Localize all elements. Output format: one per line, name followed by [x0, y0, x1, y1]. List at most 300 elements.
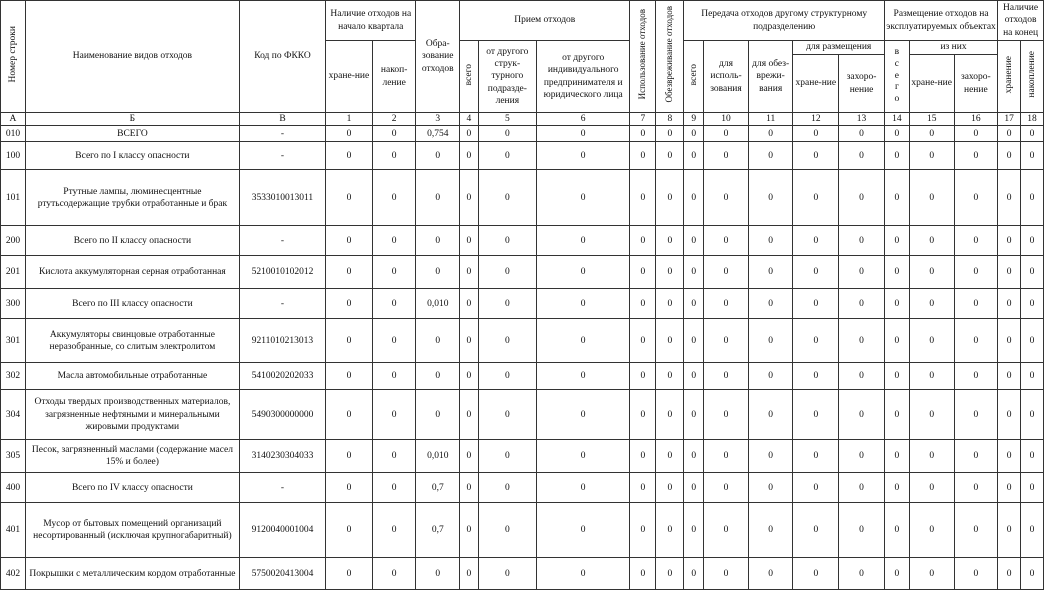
value-cell: 0: [460, 558, 479, 590]
header-formation: Обра-зование отходов: [416, 1, 460, 113]
value-cell: 0: [460, 440, 479, 473]
waste-name-cell: Кислота аккумуляторная серная отработанная: [25, 256, 239, 289]
value-cell: 0: [656, 558, 684, 590]
value-cell: 0: [1021, 440, 1044, 473]
value-cell: 0: [748, 503, 793, 558]
value-cell: 0: [536, 363, 630, 390]
value-cell: 0: [372, 390, 416, 440]
column-index-cell: 2: [372, 113, 416, 126]
value-cell: 0: [704, 142, 749, 170]
value-cell: 0: [909, 126, 954, 142]
value-cell: 0: [793, 363, 839, 390]
value-cell: 0: [478, 170, 536, 226]
value-cell: 0: [372, 473, 416, 503]
table-row: [1, 319, 1044, 363]
value-cell: 0: [684, 142, 704, 170]
header-neutralization: [656, 1, 684, 113]
header-row-number-label: Номер строки: [7, 26, 18, 83]
value-cell: 0: [460, 390, 479, 440]
value-cell: 0: [998, 319, 1021, 363]
row-number-cell: 200: [1, 226, 26, 256]
waste-name-cell: ВСЕГО: [25, 126, 239, 142]
value-cell: 0: [954, 558, 998, 590]
value-cell: 0: [684, 226, 704, 256]
fkko-code-cell: 5410020202033: [239, 363, 325, 390]
value-cell: 0: [748, 289, 793, 319]
header-transfer-neutralization: для обез-врежи-вания: [748, 41, 793, 113]
value-cell: 0: [909, 226, 954, 256]
value-cell: 0: [839, 440, 885, 473]
waste-name-cell: Песок, загрязненный маслами (содержание масел 15% и более): [25, 440, 239, 473]
header-transfer-placement: для размещения: [793, 41, 884, 55]
value-cell: 0: [536, 142, 630, 170]
value-cell: 0: [460, 473, 479, 503]
value-cell: 0: [326, 319, 373, 363]
value-cell: 0: [954, 440, 998, 473]
value-cell: 0: [909, 142, 954, 170]
value-cell: 0: [748, 126, 793, 142]
value-cell: 0: [793, 319, 839, 363]
value-cell: 0: [656, 126, 684, 142]
header-transfer-total-label: всего: [688, 63, 699, 86]
value-cell: 0: [998, 170, 1021, 226]
value-cell: 0: [884, 226, 909, 256]
value-cell: 0: [909, 170, 954, 226]
value-cell: 0: [656, 440, 684, 473]
value-cell: 0: [839, 170, 885, 226]
row-number-cell: 400: [1, 473, 26, 503]
value-cell: 0: [478, 390, 536, 440]
value-cell: 0: [1021, 363, 1044, 390]
value-cell: 0: [998, 390, 1021, 440]
column-index-cell: 11: [748, 113, 793, 126]
value-cell: 0: [372, 226, 416, 256]
value-cell: 0: [1021, 126, 1044, 142]
value-cell: 0: [954, 473, 998, 503]
value-cell: 0: [478, 142, 536, 170]
value-cell: 0: [630, 256, 656, 289]
value-cell: 0: [372, 142, 416, 170]
value-cell: 0: [1021, 503, 1044, 558]
value-cell: 0,7: [416, 503, 460, 558]
waste-name-cell: Всего по I классу опасности: [25, 142, 239, 170]
value-cell: 0: [416, 142, 460, 170]
value-cell: 0: [884, 289, 909, 319]
value-cell: 0: [536, 473, 630, 503]
value-cell: 0: [909, 503, 954, 558]
row-number-cell: 301: [1, 319, 26, 363]
column-index-cell: 17: [998, 113, 1021, 126]
value-cell: 0: [630, 170, 656, 226]
column-index-cell: 18: [1021, 113, 1044, 126]
header-end-storage-label: хранение: [1003, 55, 1014, 94]
header-start-storage: хране-ние: [326, 41, 373, 113]
value-cell: 0: [478, 503, 536, 558]
value-cell: 0: [1021, 170, 1044, 226]
value-cell: 0: [748, 390, 793, 440]
waste-name-cell: Всего по II классу опасности: [25, 226, 239, 256]
waste-name-cell: Покрышки с металлическим кордом отработанные: [25, 558, 239, 590]
value-cell: 0: [478, 363, 536, 390]
waste-name-cell: Отходы твердых производственных материалов, загрязненные нефтяными и минеральными жировыми продуктами: [25, 390, 239, 440]
fkko-code-cell: -: [239, 289, 325, 319]
value-cell: 0: [884, 473, 909, 503]
value-cell: 0,010: [416, 440, 460, 473]
value-cell: 0: [909, 390, 954, 440]
value-cell: 0: [793, 142, 839, 170]
header-reception-structural: от другого струк-турного подразде-ления: [478, 41, 536, 113]
value-cell: 0: [954, 390, 998, 440]
value-cell: 0: [839, 473, 885, 503]
value-cell: 0: [684, 558, 704, 590]
column-index-cell: А: [1, 113, 26, 126]
value-cell: 0: [793, 256, 839, 289]
value-cell: 0: [839, 142, 885, 170]
value-cell: 0: [839, 289, 885, 319]
table-row: [1, 126, 1044, 142]
value-cell: 0: [630, 503, 656, 558]
value-cell: 0: [656, 142, 684, 170]
value-cell: 0: [839, 126, 885, 142]
value-cell: 0: [460, 226, 479, 256]
row-number-cell: 201: [1, 256, 26, 289]
value-cell: 0: [372, 440, 416, 473]
fkko-code-cell: 5210010102012: [239, 256, 325, 289]
value-cell: 0: [748, 256, 793, 289]
value-cell: 0: [1021, 289, 1044, 319]
value-cell: 0: [998, 256, 1021, 289]
table-row: [1, 390, 1044, 440]
value-cell: 0: [1021, 256, 1044, 289]
column-index-cell: 1: [326, 113, 373, 126]
column-index-cell: 6: [536, 113, 630, 126]
value-cell: 0: [909, 558, 954, 590]
value-cell: 0: [656, 256, 684, 289]
column-index-cell: 13: [839, 113, 885, 126]
value-cell: 0: [684, 126, 704, 142]
value-cell: 0: [536, 256, 630, 289]
value-cell: 0: [478, 558, 536, 590]
value-cell: 0: [793, 289, 839, 319]
value-cell: 0: [684, 473, 704, 503]
value-cell: 0: [630, 363, 656, 390]
column-index-cell: 16: [954, 113, 998, 126]
value-cell: 0: [704, 440, 749, 473]
header-reception-entrepreneur: от другого индивидуального предпринимателя и юридического лица: [536, 41, 630, 113]
value-cell: 0,010: [416, 289, 460, 319]
value-cell: 0: [748, 142, 793, 170]
header-transfer-placement-burial: захоро-нение: [839, 55, 885, 113]
value-cell: 0: [630, 142, 656, 170]
column-index-cell: 9: [684, 113, 704, 126]
value-cell: 0: [460, 503, 479, 558]
header-row-number: [1, 1, 26, 113]
value-cell: 0: [839, 558, 885, 590]
value-cell: 0: [478, 319, 536, 363]
value-cell: 0: [372, 558, 416, 590]
value-cell: 0: [372, 170, 416, 226]
value-cell: 0: [998, 226, 1021, 256]
value-cell: 0: [839, 256, 885, 289]
value-cell: 0: [630, 558, 656, 590]
column-index-cell: 7: [630, 113, 656, 126]
header-waste-name: Наименование видов отходов: [25, 1, 239, 113]
waste-name-cell: Всего по IV классу опасности: [25, 473, 239, 503]
value-cell: 0: [704, 126, 749, 142]
value-cell: 0: [372, 126, 416, 142]
value-cell: 0: [884, 142, 909, 170]
column-index-cell: 4: [460, 113, 479, 126]
value-cell: 0: [884, 390, 909, 440]
value-cell: 0: [954, 503, 998, 558]
fkko-code-cell: 5750020413004: [239, 558, 325, 590]
header-placement-storage: хране-ние: [909, 55, 954, 113]
value-cell: 0: [326, 256, 373, 289]
value-cell: 0: [704, 226, 749, 256]
value-cell: 0: [372, 256, 416, 289]
fkko-code-cell: -: [239, 142, 325, 170]
value-cell: 0: [460, 363, 479, 390]
value-cell: 0: [704, 503, 749, 558]
value-cell: 0: [536, 226, 630, 256]
value-cell: 0: [416, 558, 460, 590]
value-cell: 0: [998, 289, 1021, 319]
value-cell: 0: [839, 363, 885, 390]
value-cell: 0: [372, 319, 416, 363]
value-cell: 0: [478, 473, 536, 503]
value-cell: 0: [704, 363, 749, 390]
value-cell: 0: [954, 363, 998, 390]
fkko-code-cell: -: [239, 473, 325, 503]
value-cell: 0: [326, 142, 373, 170]
column-index-cell: 8: [656, 113, 684, 126]
value-cell: 0: [793, 503, 839, 558]
value-cell: 0: [460, 319, 479, 363]
value-cell: 0: [656, 319, 684, 363]
value-cell: 0: [954, 319, 998, 363]
value-cell: 0: [416, 390, 460, 440]
table-row: [1, 440, 1044, 473]
value-cell: 0: [684, 363, 704, 390]
row-number-cell: 101: [1, 170, 26, 226]
waste-name-cell: Ртутные лампы, люминесцентные ртутьсодержащие трубки отработанные и брак: [25, 170, 239, 226]
value-cell: 0: [998, 440, 1021, 473]
value-cell: 0: [1021, 558, 1044, 590]
value-cell: 0: [704, 289, 749, 319]
value-cell: 0: [630, 473, 656, 503]
value-cell: 0: [884, 256, 909, 289]
value-cell: 0: [1021, 473, 1044, 503]
value-cell: 0: [954, 289, 998, 319]
value-cell: 0: [536, 558, 630, 590]
header-end-accumulation: [1021, 41, 1044, 113]
value-cell: 0: [372, 289, 416, 319]
value-cell: 0: [793, 226, 839, 256]
value-cell: 0: [630, 319, 656, 363]
waste-name-cell: Аккумуляторы свинцовые отработанные неразобранные, со слитым электролитом: [25, 319, 239, 363]
row-number-cell: 100: [1, 142, 26, 170]
header-placement-burial: захоро-нение: [954, 55, 998, 113]
value-cell: 0: [909, 319, 954, 363]
value-cell: 0: [630, 289, 656, 319]
value-cell: 0: [998, 126, 1021, 142]
value-cell: 0: [656, 363, 684, 390]
value-cell: 0: [478, 440, 536, 473]
value-cell: 0: [656, 503, 684, 558]
header-transfer-total: [684, 41, 704, 113]
value-cell: 0: [998, 473, 1021, 503]
fkko-code-cell: 3140230304033: [239, 440, 325, 473]
value-cell: 0: [884, 558, 909, 590]
header-start-accumulation: накоп-ление: [372, 41, 416, 113]
value-cell: 0: [684, 170, 704, 226]
value-cell: 0: [909, 440, 954, 473]
header-placement: Размещение отходов на эксплуатируемых объектах: [884, 1, 997, 41]
waste-name-cell: Мусор от бытовых помещений организаций несортированный (исключая крупногабаритный): [25, 503, 239, 558]
value-cell: 0: [656, 390, 684, 440]
value-cell: 0: [793, 558, 839, 590]
value-cell: 0: [839, 319, 885, 363]
value-cell: 0: [478, 256, 536, 289]
value-cell: 0: [684, 289, 704, 319]
value-cell: 0: [326, 126, 373, 142]
fkko-code-cell: 9120040001004: [239, 503, 325, 558]
value-cell: 0: [416, 256, 460, 289]
table-row: [1, 226, 1044, 256]
header-usage-label: Использование отходов: [637, 9, 648, 100]
value-cell: 0,754: [416, 126, 460, 142]
header-transfer: Передача отходов другому структурному подразделению: [684, 1, 885, 41]
value-cell: 0: [460, 170, 479, 226]
value-cell: 0: [909, 256, 954, 289]
value-cell: 0: [326, 170, 373, 226]
value-cell: 0: [326, 226, 373, 256]
value-cell: 0: [478, 289, 536, 319]
value-cell: 0: [326, 558, 373, 590]
column-index-cell: 5: [478, 113, 536, 126]
value-cell: 0: [326, 289, 373, 319]
value-cell: 0: [536, 390, 630, 440]
value-cell: 0: [909, 473, 954, 503]
value-cell: 0: [536, 126, 630, 142]
value-cell: 0: [704, 170, 749, 226]
header-end-accumulation-label: накопление: [1026, 51, 1037, 98]
value-cell: 0: [998, 503, 1021, 558]
value-cell: 0: [684, 319, 704, 363]
value-cell: 0: [326, 390, 373, 440]
value-cell: 0: [684, 390, 704, 440]
value-cell: 0: [536, 503, 630, 558]
row-number-cell: 402: [1, 558, 26, 590]
row-number-cell: 010: [1, 126, 26, 142]
value-cell: 0: [884, 319, 909, 363]
value-cell: 0: [748, 558, 793, 590]
value-cell: 0: [536, 170, 630, 226]
header-usage: [630, 1, 656, 113]
column-index-cell: 14: [884, 113, 909, 126]
value-cell: 0: [630, 126, 656, 142]
value-cell: 0: [1021, 142, 1044, 170]
value-cell: 0: [460, 256, 479, 289]
value-cell: 0: [416, 319, 460, 363]
value-cell: 0: [478, 226, 536, 256]
value-cell: 0: [748, 473, 793, 503]
value-cell: 0: [909, 363, 954, 390]
value-cell: 0: [536, 440, 630, 473]
value-cell: 0: [656, 473, 684, 503]
value-cell: 0: [704, 473, 749, 503]
value-cell: 0: [748, 319, 793, 363]
value-cell: 0: [998, 558, 1021, 590]
value-cell: 0: [884, 126, 909, 142]
value-cell: 0: [372, 503, 416, 558]
table-row: [1, 363, 1044, 390]
value-cell: 0: [748, 170, 793, 226]
value-cell: 0: [954, 226, 998, 256]
value-cell: 0: [748, 363, 793, 390]
value-cell: 0: [954, 126, 998, 142]
header-fkko-code: Код по ФККО: [239, 1, 325, 113]
value-cell: 0: [998, 142, 1021, 170]
header-reception-total-label: всего: [463, 63, 474, 86]
value-cell: 0: [704, 558, 749, 590]
column-index-cell: Б: [25, 113, 239, 126]
value-cell: 0: [326, 503, 373, 558]
value-cell: 0: [793, 126, 839, 142]
table-body: [1, 126, 1044, 590]
value-cell: 0: [326, 473, 373, 503]
header-end-of-period: Наличие отходов на конец: [998, 1, 1044, 41]
value-cell: 0: [656, 226, 684, 256]
row-number-cell: 300: [1, 289, 26, 319]
fkko-code-cell: 9211010213013: [239, 319, 325, 363]
value-cell: 0: [704, 390, 749, 440]
column-index-cell: 3: [416, 113, 460, 126]
value-cell: 0: [793, 170, 839, 226]
row-number-cell: 305: [1, 440, 26, 473]
column-index-cell: В: [239, 113, 325, 126]
value-cell: 0: [1021, 319, 1044, 363]
value-cell: 0: [536, 319, 630, 363]
row-number-cell: 302: [1, 363, 26, 390]
row-number-cell: 304: [1, 390, 26, 440]
value-cell: 0: [684, 256, 704, 289]
value-cell: 0: [372, 363, 416, 390]
value-cell: 0: [416, 170, 460, 226]
header-start-of-quarter: Наличие отходов на начало квартала: [326, 1, 416, 41]
header-neutralization-label: Обезвреживание отходов: [664, 6, 675, 103]
value-cell: 0: [839, 226, 885, 256]
value-cell: 0: [460, 142, 479, 170]
table-row: [1, 473, 1044, 503]
value-cell: 0: [839, 503, 885, 558]
value-cell: 0: [656, 170, 684, 226]
value-cell: 0: [630, 226, 656, 256]
header-reception-total: [460, 41, 479, 113]
value-cell: 0: [954, 170, 998, 226]
value-cell: 0: [326, 440, 373, 473]
value-cell: 0: [998, 363, 1021, 390]
value-cell: 0: [884, 363, 909, 390]
header-placement-total: [884, 41, 909, 113]
fkko-code-cell: -: [239, 226, 325, 256]
table-row: [1, 503, 1044, 558]
column-index-cell: 10: [704, 113, 749, 126]
header-placement-of-them: из них: [909, 41, 997, 55]
value-cell: 0: [909, 289, 954, 319]
header-transfer-placement-storage: хране-ние: [793, 55, 839, 113]
column-index-row: [1, 113, 1044, 126]
